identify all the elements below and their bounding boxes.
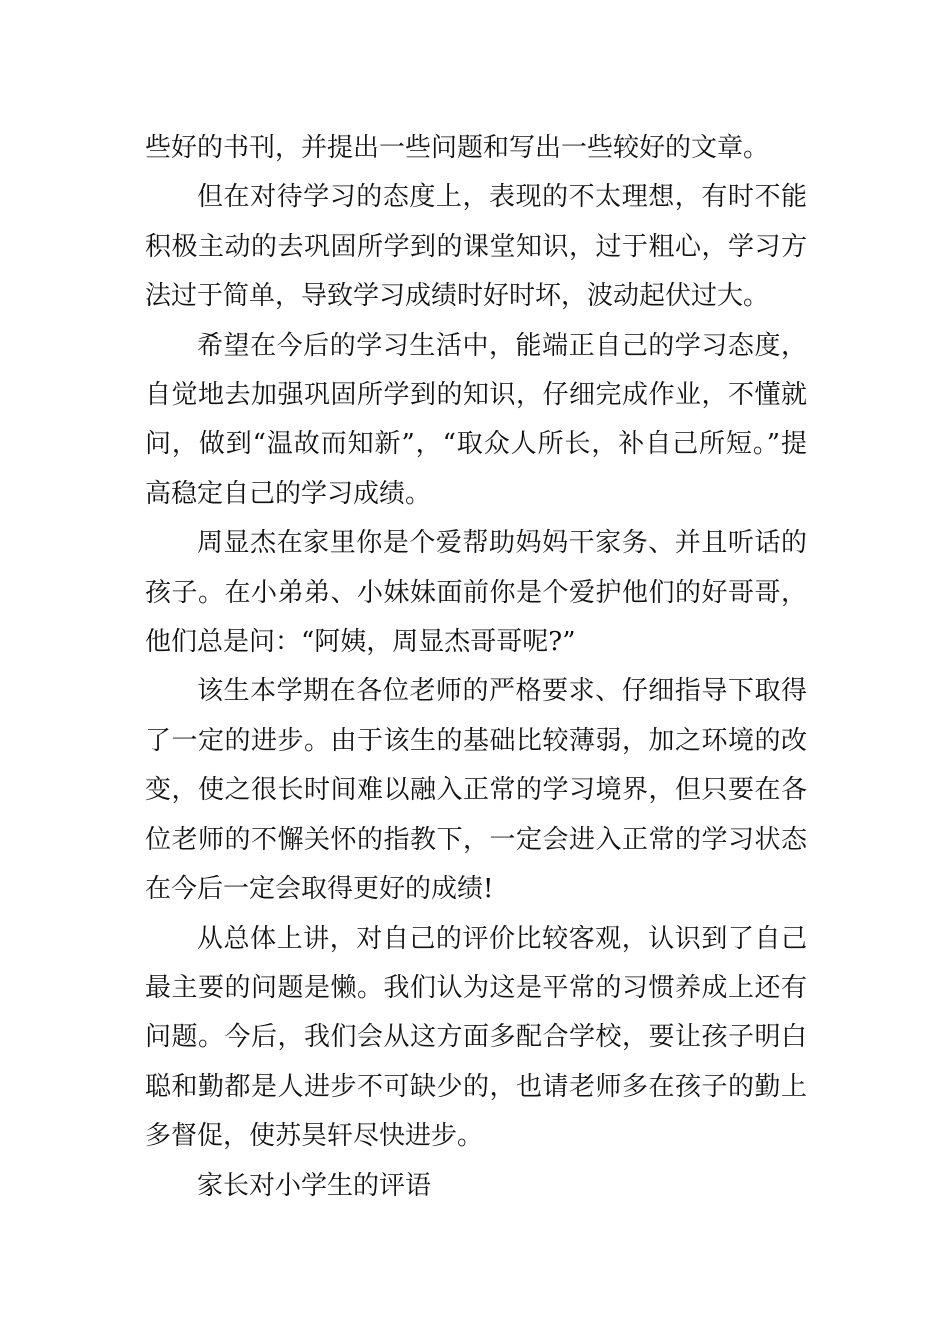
section-heading: 家长对小学生的评语	[197, 1170, 432, 1201]
paragraph-hope: 希望在今后的学习生活中，能端正自己的学习态度，自觉地去加强巩固所学到的知识，仔细完成作业，不懂就问，做到“温故而知新”，“取众人所长，补自己所短。”提高稳定自己的学习成绩。	[145, 330, 807, 509]
document-body	[145, 124, 807, 1211]
paragraph-teacher-guidance: 该生本学期在各位老师的严格要求、仔细指导下取得了一定的进步。由于该生的基础比较薄弱，加之环境的改变，使之很长时间难以融入正常的学习境界，但只要在各位老师的不懈关怀的指教下，一定会进入正常的学习状态在今后一定会取得更好的成绩!	[145, 676, 807, 905]
paragraph-study-attitude: 但在对待学习的态度上，表现的不太理想，有时不能积极主动的去巩固所学到的课堂知识，过于粗心，学习方法过于简单，导致学习成绩时好时坏，波动起伏过大。	[145, 182, 807, 312]
paragraph-home-behavior: 周显杰在家里你是个爱帮助妈妈干家务、并且听话的孩子。在小弟弟、小妹妹面前你是个爱护他们的好哥哥，他们总是问：“阿姨，周显杰哥哥呢?”	[145, 528, 807, 658]
paragraph-continued: 些好的书刊，并提出一些问题和写出一些较好的文章。	[145, 133, 770, 163]
paragraph-overall-evaluation: 从总体上讲，对自己的评价比较客观，认识到了自己最主要的问题是懒。我们认为这是平常的习惯养成上还有问题。今后，我们会从这方面多配合学校，要让孩子明白聪和勤都是人进步不可缺少的，也请老师多在孩子的勤上多督促，使苏昊轩尽快进步。	[145, 923, 807, 1152]
